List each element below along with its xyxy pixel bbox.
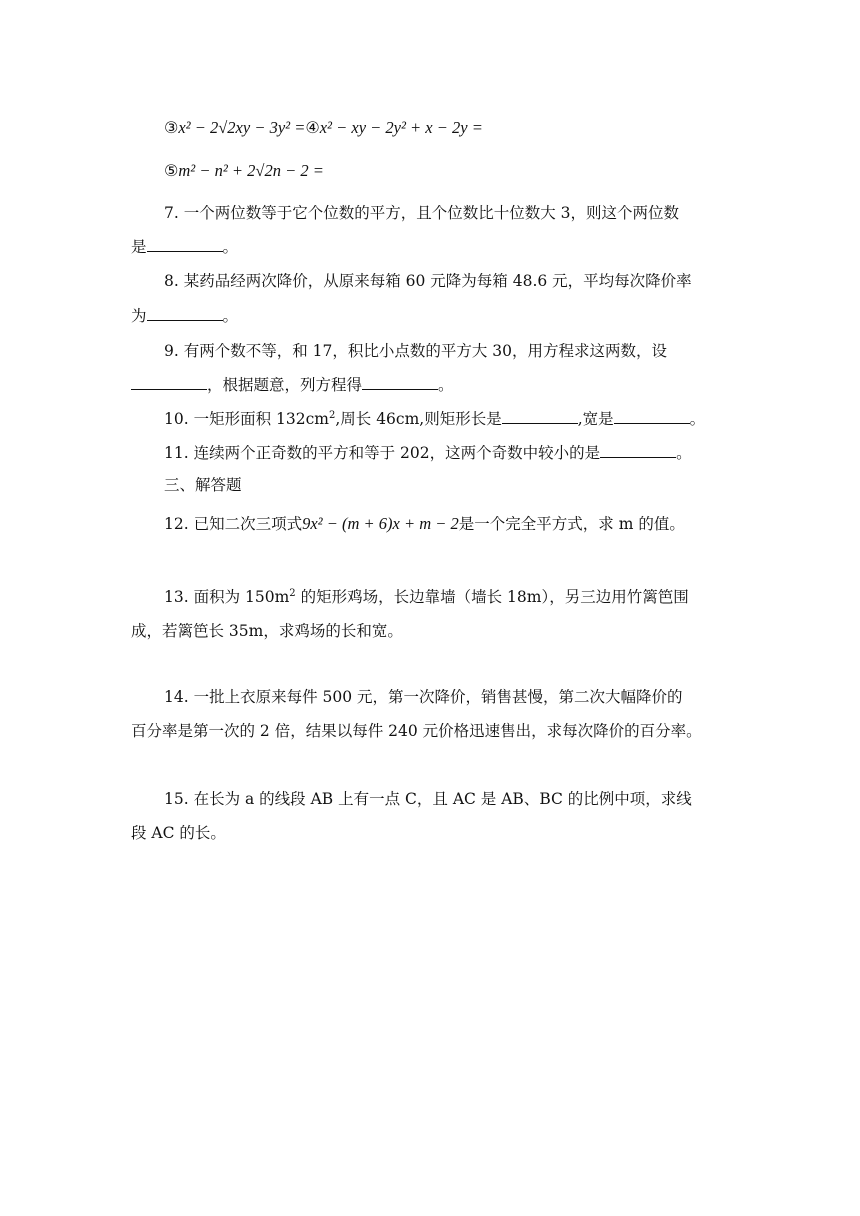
- question-8-prefix: 为: [131, 307, 147, 325]
- question-10-part-2: ,周长 46cm,则矩形长是: [335, 410, 502, 428]
- question-13-part-1: 13. 面积为 150m: [164, 588, 290, 606]
- question-14-line-2: 百分率是第一次的 2 倍，结果以每件 240 元价格迅速售出，求每次降价的百分率。: [131, 722, 702, 740]
- question-11-line: [164, 442, 692, 464]
- section-heading-answers: 三、解答题: [164, 476, 242, 494]
- question-7-prefix: 是: [131, 238, 147, 256]
- question-10-superscript: 2: [328, 409, 336, 421]
- question-8-suffix: 。: [222, 307, 239, 325]
- expression-5: m² − n² + 2√2n − 2 =: [178, 161, 324, 180]
- question-15-line-1: 15. 在长为 a 的线段 AB 上有一点 C，且 AC 是 AB、BC 的比例中项，求线: [164, 790, 692, 808]
- question-7-blank[interactable]: [147, 236, 223, 252]
- exercise-3-4-line: [164, 117, 483, 139]
- question-12-prefix: 12. 已知二次三项式: [164, 515, 303, 533]
- question-12-suffix: 是一个完全平方式，求 m 的值。: [458, 515, 685, 533]
- question-12-expression: 9x² − (m + 6)x + m − 2: [302, 514, 459, 533]
- question-9-line-1: 9. 有两个数不等，和 17，积比小点数的平方大 30，用方程求这两数，设: [164, 342, 668, 360]
- question-13-line-1: [164, 586, 689, 608]
- question-14-line-1: 14. 一批上衣原来每件 500 元，第一次降价，销售甚慢，第二次大幅降价的: [164, 688, 683, 706]
- question-9-blank-2[interactable]: [362, 374, 438, 390]
- circled-5: ⑤: [164, 161, 179, 180]
- question-8-line-1: 8. 某药品经两次降价，从原来每箱 60 元降为每箱 48.6 元，平均每次降价率: [164, 272, 692, 290]
- question-10-blank-width[interactable]: [614, 408, 690, 424]
- circled-4: ④: [305, 118, 320, 137]
- exercise-5-line: [164, 160, 324, 182]
- question-7-line-2: [131, 236, 238, 258]
- question-10-blank-length[interactable]: [502, 408, 578, 424]
- question-9-blank-1[interactable]: [131, 374, 207, 390]
- question-11-blank[interactable]: [600, 442, 676, 458]
- question-13-superscript: 2: [289, 587, 296, 599]
- question-7-suffix: 。: [222, 238, 239, 256]
- question-9-line-2: [131, 374, 454, 396]
- question-9-middle: ，根据题意，列方程得: [207, 376, 363, 394]
- question-15-line-2: 段 AC 的长。: [131, 824, 226, 842]
- expression-4: x² − xy − 2y² + x − 2y =: [319, 118, 483, 137]
- circled-3: ③: [164, 118, 179, 137]
- question-12-line: [164, 513, 685, 535]
- expression-3: x² − 2√2xy − 3y² =: [178, 118, 306, 137]
- question-10-part-3: ,宽是: [577, 410, 614, 428]
- question-13-part-2: 的矩形鸡场，长边靠墙（墙长 18m），另三边用竹篱笆围: [295, 588, 689, 606]
- question-7-line-1: 7. 一个两位数等于它个位数的平方，且个位数比十位数大 3，则这个两位数: [164, 204, 680, 222]
- question-11-suffix: 。: [676, 444, 692, 462]
- question-9-suffix: 。: [438, 376, 454, 394]
- question-10-suffix: 。: [689, 410, 706, 428]
- question-11-text: 11. 连续两个正奇数的平方和等于 202，这两个奇数中较小的是: [164, 444, 601, 462]
- question-8-blank[interactable]: [147, 305, 223, 321]
- question-8-line-2: [131, 305, 238, 327]
- question-10-part-1: 10. 一矩形面积 132cm: [164, 410, 329, 428]
- question-10-line: [164, 408, 705, 430]
- question-13-line-2: 成，若篱笆长 35m，求鸡场的长和宽。: [131, 622, 403, 640]
